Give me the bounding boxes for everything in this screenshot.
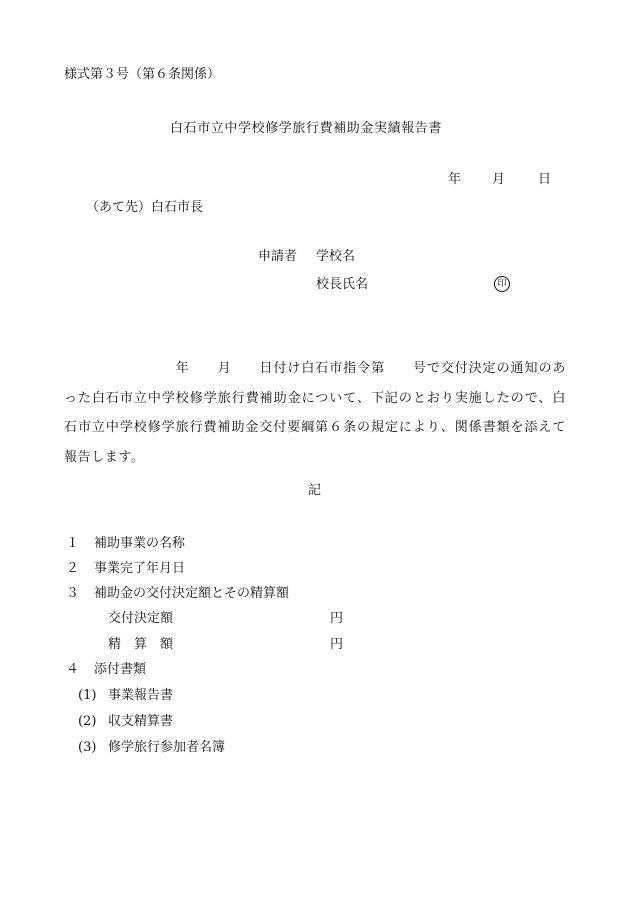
item-text: 添付書類 — [94, 662, 147, 677]
list-item — [66, 537, 185, 550]
attachment-item — [78, 689, 173, 702]
attachment-item — [78, 741, 225, 754]
item-text: 補助金の交付決定額とその精算額 — [94, 586, 290, 601]
addressee: （あて先）白石市長 — [86, 200, 204, 215]
date-year: 年 — [448, 172, 462, 187]
date-day: 日 — [538, 172, 552, 187]
document-title: 白石市立中学校修学旅行費補助金実績報告書 — [170, 121, 443, 136]
attachment-text: 事業報告書 — [108, 688, 174, 703]
report-body-text: 年 月 日付け白石市指令第 号で交付決定の通知のあった白石市立中学校修学旅行費補助金について、下記のとおり実施したので、白石市立中学校修学旅行費補助金交付要綱第６条の規定により、関係書類を添えて報告します。 — [64, 361, 566, 465]
item-number: ２ — [66, 561, 80, 576]
principal-name-label: 校長氏名 — [316, 277, 369, 292]
applicant-label: 申請者 — [258, 249, 298, 264]
list-item — [66, 562, 185, 575]
amount-label: 精 算 額 — [108, 637, 174, 652]
attachment-text: 修学旅行参加者名簿 — [108, 740, 226, 755]
attachment-number: (3) — [78, 740, 97, 755]
item-number: ４ — [66, 662, 80, 677]
item-text: 事業完了年月日 — [94, 561, 186, 576]
list-item — [66, 587, 289, 600]
attachment-number: (2) — [78, 714, 97, 729]
item-text: 補助事業の名称 — [94, 536, 186, 551]
amount-unit: 円 — [330, 611, 344, 626]
attachment-number: (1) — [78, 688, 97, 703]
school-name-label: 学校名 — [316, 249, 356, 264]
form-label: 様式第３号（第６条関係） — [64, 67, 221, 82]
item-number: ３ — [66, 586, 80, 601]
amount-label: 交付決定額 — [108, 611, 174, 626]
amount-unit: 円 — [330, 637, 344, 652]
attachment-text: 収支精算書 — [108, 714, 174, 729]
seal-mark: 印 — [494, 276, 510, 292]
item-number: １ — [66, 536, 80, 551]
list-item — [66, 663, 146, 676]
date-month: 月 — [492, 172, 506, 187]
ki-heading: 記 — [308, 483, 322, 498]
attachment-item — [78, 715, 173, 728]
